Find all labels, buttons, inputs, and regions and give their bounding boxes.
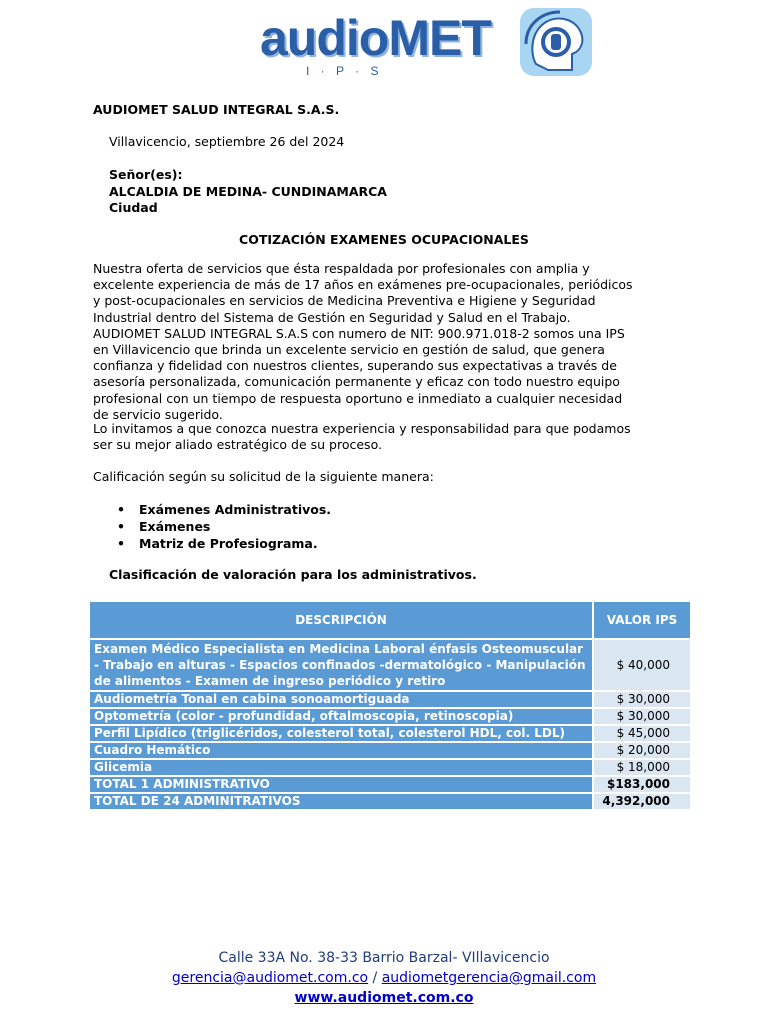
- email-link-gmail[interactable]: audiometgerencia@gmail.com: [381, 970, 597, 986]
- price-table: [88, 600, 692, 811]
- total-value: 4,392,000: [593, 793, 691, 810]
- total-row: [89, 793, 691, 810]
- row-description: Audiometría Tonal en cabina sonoamortiguada: [89, 691, 593, 708]
- footer-address: Calle 33A No. 38-33 Barrio Barzal- VIllavicencio: [218, 950, 550, 966]
- head-headphone-icon: [512, 4, 596, 80]
- logo-wordmark: audioMET: [260, 10, 491, 66]
- total-label: TOTAL 1 ADMINISTRATIVO: [89, 776, 593, 793]
- list-item: • Exámenes: [117, 518, 331, 535]
- salutation: Señor(es):: [109, 167, 183, 182]
- website-link[interactable]: www.audiomet.com.co: [294, 990, 474, 1006]
- total-value: $183,000: [593, 776, 691, 793]
- table-row: [89, 691, 691, 708]
- body-paragraph-2: AUDIOMET SALUD INTEGRAL S.A.S con numero de NIT: 900.971.018-2 somos una IPS en Villavicencio que brinda un excelente servicio en gestión de salud, que genera confianza y fidelidad con nuestros clientes, superando sus expectativas a través de asesoría personalizada, comunicación permanente y eficaz con todo nuestro equipo profesional con un tiempo de respuesta oportuno e inmediato a cualquier necesidad de servicio sugerido.: [93, 325, 625, 422]
- table-row: [89, 708, 691, 725]
- total-label: TOTAL DE 24 ADMINITRATIVOS: [89, 793, 593, 810]
- logo-subtitle: I · P · S: [306, 64, 383, 78]
- row-value: $ 45,000: [593, 725, 691, 742]
- table-header-row: [89, 601, 691, 639]
- invitation-paragraph: Lo invitamos a que conozca nuestra experiencia y responsabilidad para que podamos ser su mejor aliado estratégico de su proceso.: [93, 421, 631, 453]
- body-text: [93, 261, 633, 423]
- footer-emails: [0, 968, 768, 988]
- row-description: Perfil Lipídico (triglicéridos, colesterol total, colesterol HDL, col. LDL): [89, 725, 593, 742]
- table-row: [89, 725, 691, 742]
- row-value: $ 30,000: [593, 708, 691, 725]
- row-description: Examen Médico Especialista en Medicina Laboral énfasis Osteomuscular - Trabajo en alturas - Espacios confinados -dermatológico - Manipulación de alimentos - Examen de ingreso periódico y retiro: [89, 639, 593, 691]
- row-description: Cuadro Hemático: [89, 742, 593, 759]
- table-row: [89, 759, 691, 776]
- company-name: AUDIOMET SALUD INTEGRAL S.A.S.: [93, 102, 340, 117]
- company-logo: [260, 4, 600, 82]
- row-value: $ 20,000: [593, 742, 691, 759]
- dateline: Villavicencio, septiembre 26 del 2024: [109, 134, 345, 149]
- clasificacion-heading: Clasificación de valoración para los administrativos.: [109, 567, 477, 582]
- email-separator: /: [372, 970, 378, 986]
- document-title: COTIZACIÓN EXAMENES OCUPACIONALES: [239, 232, 529, 247]
- row-value: $ 40,000: [593, 639, 691, 691]
- footer: [0, 948, 768, 1008]
- header-description: DESCRIPCIÓN: [89, 601, 593, 639]
- body-paragraph-1: Nuestra oferta de servicios que ésta respaldada por profesionales con amplia y excelente experiencia de más de 17 años en exámenes pre-ocupacionales, periódicos y post-ocupacionales en servicios de Medicina Preventiva e Higiene y Seguridad Industrial dentro del Sistema de Gestión en Seguridad y Salud en el Trabajo.: [93, 261, 633, 325]
- list-item: • Matriz de Profesiograma.: [117, 535, 331, 552]
- table-row: [89, 639, 691, 691]
- total-row: [89, 776, 691, 793]
- recipient-block: [109, 167, 387, 217]
- email-link-gerencia[interactable]: gerencia@audiomet.com.co: [171, 970, 369, 986]
- recipient-city: Ciudad: [109, 200, 158, 215]
- calificacion-text: Calificación según su solicitud de la siguiente manera:: [93, 469, 434, 484]
- header-value: VALOR IPS: [593, 601, 691, 639]
- row-description: Optometría (color - profundidad, oftalmoscopia, retinoscopia): [89, 708, 593, 725]
- row-value: $ 18,000: [593, 759, 691, 776]
- table-row: [89, 742, 691, 759]
- exam-list: [117, 501, 331, 552]
- row-value: $ 30,000: [593, 691, 691, 708]
- recipient-name: ALCALDIA DE MEDINA- CUNDINAMARCA: [109, 183, 387, 199]
- list-item: • Exámenes Administrativos.: [117, 501, 331, 518]
- row-description: Glicemia: [89, 759, 593, 776]
